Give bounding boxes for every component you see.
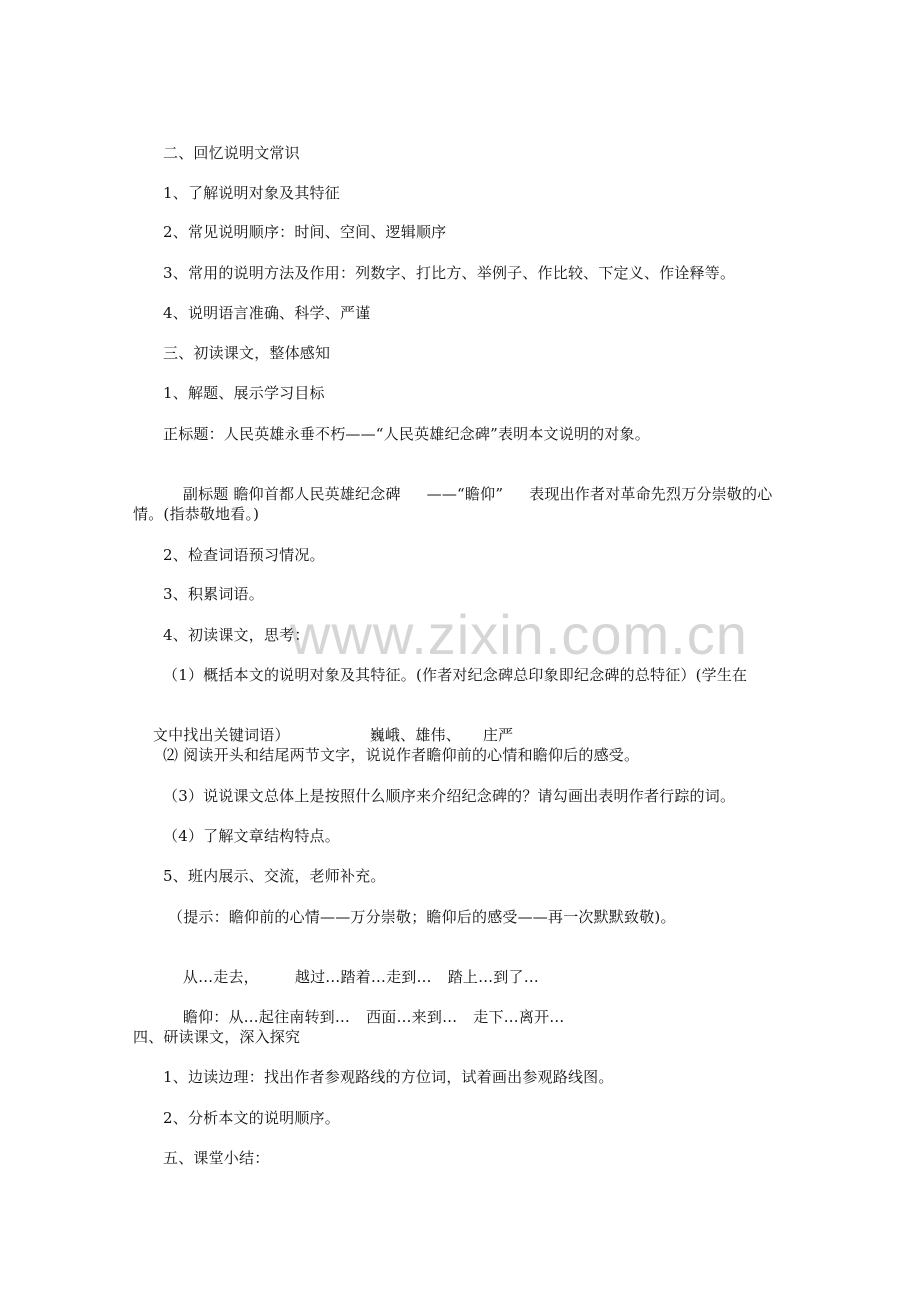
paragraph: 1、边读边理：找出作者参观路线的方位词，试着画出参观路线图。 [163, 1068, 614, 1086]
key-words-label: 文中找出关键词语） [152, 726, 290, 744]
subtitle-explanation: 表现出作者对革命先烈万分崇敬的心 [529, 485, 773, 503]
paragraph: 2、检查词语预习情况。 [163, 546, 325, 564]
paragraph: 2、常见说明顺序：时间、空间、逻辑顺序 [163, 223, 447, 241]
subtitle-label: 副标题 瞻仰首都人民英雄纪念碑 [182, 485, 401, 503]
paragraph: 1、解题、展示学习目标 [163, 384, 325, 402]
paragraph: 2、分析本文的说明顺序。 [163, 1109, 340, 1127]
route-part-3: 踏上…到了… [447, 968, 539, 986]
section-heading-4: 四、研读课文，深入探究 [133, 1028, 301, 1046]
section-heading-5: 五、课堂小结： [163, 1149, 270, 1167]
key-words: 巍峨、雄伟、 [369, 726, 461, 744]
view-part-2: 西面…来到… [366, 1008, 458, 1026]
paragraph: （提示：瞻仰前的心情——万分崇敬；瞻仰后的感受——再一次默默致敬)。 [168, 908, 676, 926]
paragraph: 3、常用的说明方法及作用：列数字、打比方、举例子、作比较、下定义、作诠释等。 [163, 264, 736, 282]
paragraph: ⑵ 阅读开头和结尾两节文字，说说作者瞻仰前的心情和瞻仰后的感受。 [163, 746, 640, 764]
view-part-1: 瞻仰：从…起往南转到… [182, 1008, 351, 1026]
key-word-last: 庄严 [482, 726, 514, 744]
paragraph: 5、班内展示、交流，老师补充。 [163, 867, 386, 885]
view-part-3: 走下…离开… [473, 1008, 565, 1026]
paragraph: 4、初读课文，思考： [163, 626, 310, 644]
paragraph: （3）说说课文总体上是按照什么顺序来介绍纪念碑的？请勾画出表明作者行踪的词。 [163, 787, 736, 805]
paragraph: 3、积累词语。 [163, 585, 264, 603]
paragraph: 1、了解说明对象及其特征 [163, 184, 340, 202]
section-heading-3: 三、初读课文，整体感知 [163, 344, 331, 362]
route-part-1: 从…走去， [182, 968, 259, 986]
paragraph: （1）概括本文的说明对象及其特征。(作者对纪念碑总印象即纪念碑的总特征）(学生在 [163, 666, 748, 684]
paragraph: 4、说明语言准确、科学、严谨 [163, 304, 371, 322]
paragraph: 正标题：人民英雄永垂不朽——“人民英雄纪念碑”表明本文说明的对象。 [163, 425, 650, 443]
subtitle-word: ——“瞻仰” [426, 485, 504, 503]
paragraph: （4）了解文章结构特点。 [163, 827, 340, 845]
section-heading-2: 二、回忆说明文常识 [163, 144, 300, 162]
route-part-2: 越过…踏着…走到… [294, 968, 432, 986]
watermark: www.zixin.com.cn [290, 603, 748, 666]
paragraph: 情。(指恭敬地看。) [133, 505, 260, 523]
